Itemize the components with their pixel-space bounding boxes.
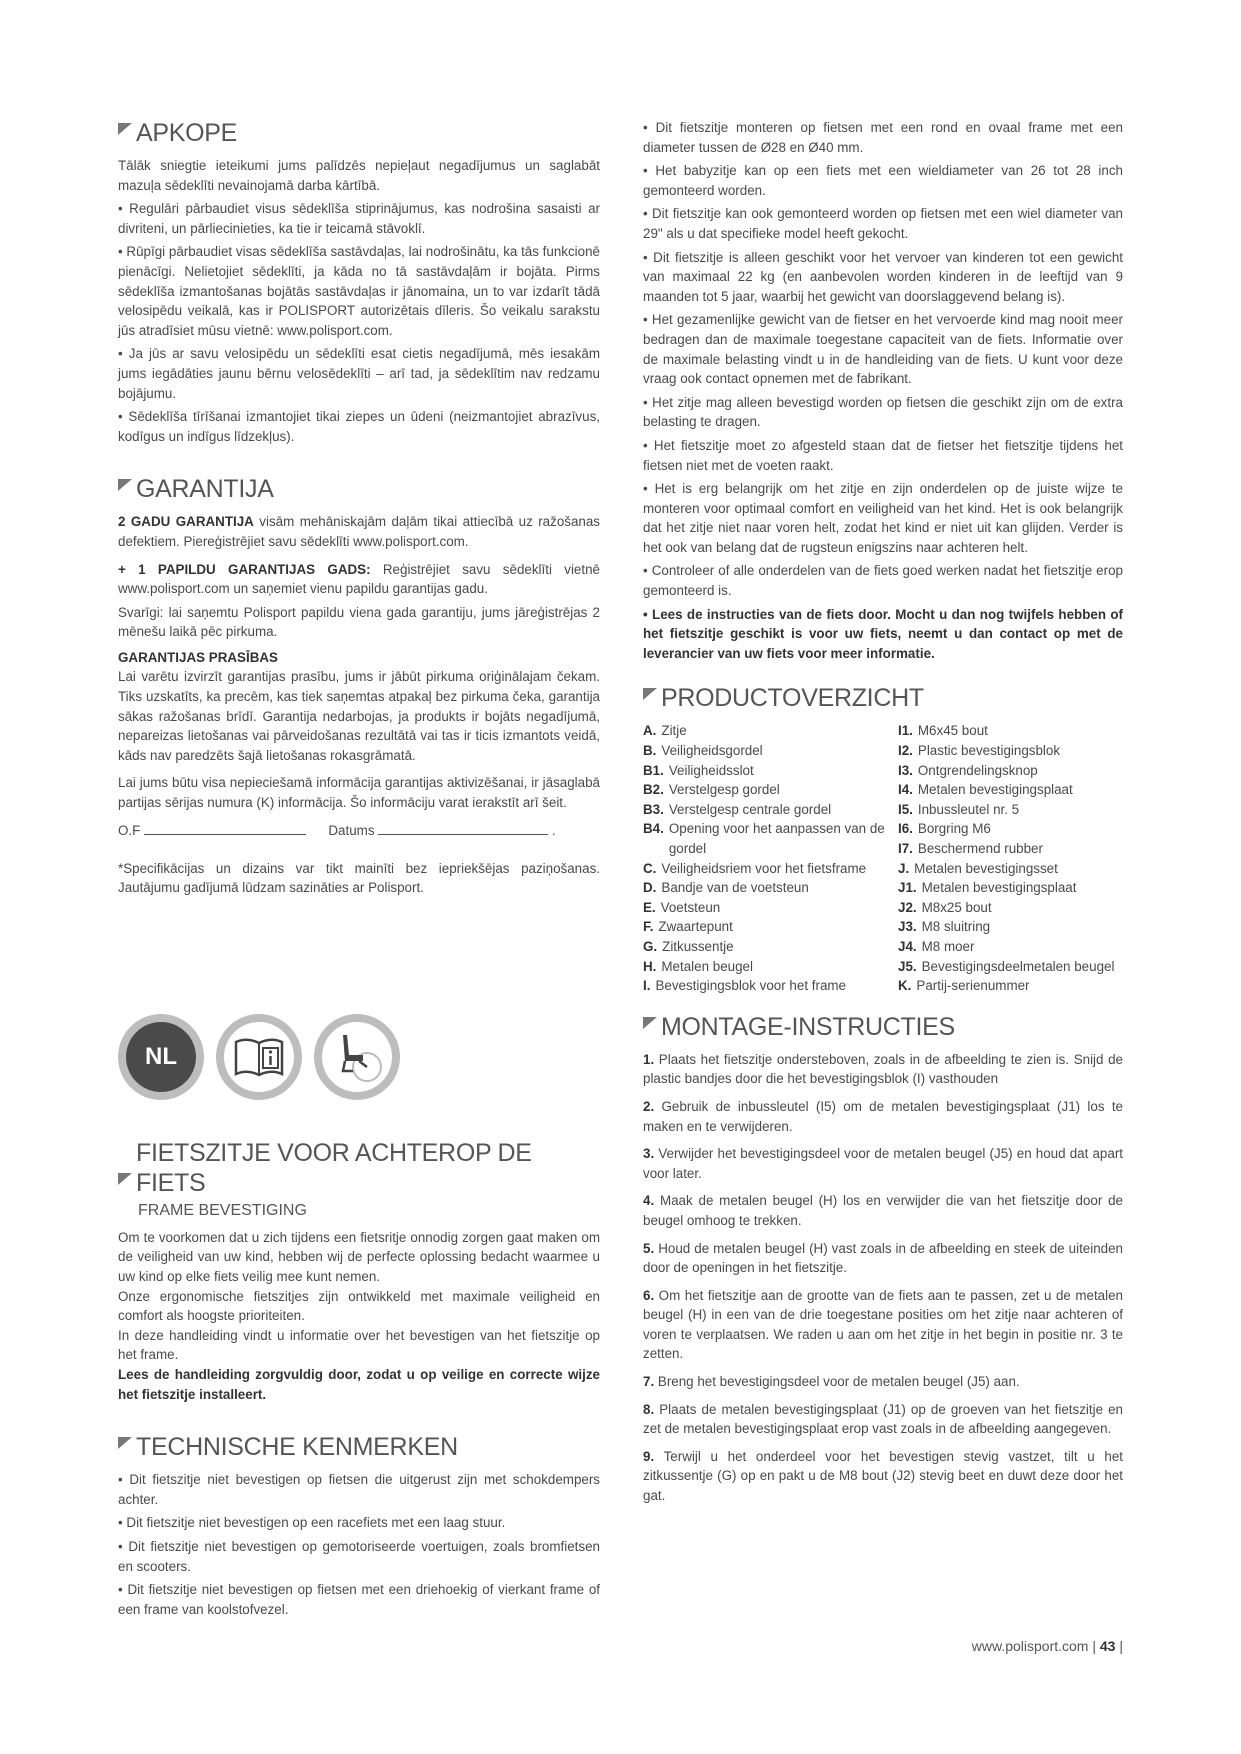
part-item [643,957,898,977]
icon-row [118,1014,600,1100]
apkope-bullet: • Regulāri pārbaudiet visus sēdeklīša stiprinājumus, kas nodrošina sasaisti ar divriteni, un pārliecinieties, ka tie ir teicamā stāvoklī. [118,201,600,236]
part-key: C. [643,860,657,876]
parts-list [643,721,1123,995]
section-heading-technische: TECHNISCHE KENMERKEN [118,1432,600,1462]
part-item [643,761,898,781]
part-label: Metalen beugel [661,958,753,974]
part-key: I6. [898,821,913,837]
part-item [643,800,898,820]
part-item [898,957,1123,977]
part-item [898,859,1123,879]
part-label: Inbussleutel nr. 5 [917,801,1020,817]
page-footer: www.polisport.com | 43 | [971,1638,1123,1654]
part-key: I7. [898,841,913,856]
part-label: Veiligheidsriem voor het fietsframe [661,860,867,876]
part-label: Bevestigingsdeelmetalen beugel [921,958,1115,974]
part-key: G. [643,938,658,954]
part-item [643,898,898,918]
fietszitje-p1: Om te voorkomen dat u zich tijdens een fietsritje onnodig zorgen gaat maken om de veiligheid van uw kind, hebben wij de perfecte oplossing bedacht waarmee u uw kind op elke fiets veilig mee kunt nemen. [118,1229,600,1284]
section-heading-montage: MONTAGE-INSTRUCTIES [643,1012,1123,1042]
heading-flag-icon [118,123,132,135]
apkope-bullet: • Ja jūs ar savu velosipēdu un sēdeklīti esat cietis negadījumā, mēs iesakām jums iegādāties jaunu bērnu velosēdeklīti – arī tad, ja sēdeklītim nav redzamu bojājumu. [118,346,600,401]
technische-bullet: • Dit fietszitje niet bevestigen op gemotoriseerde voertuigen, zoals bromfietsen en scooters. [118,1538,600,1574]
part-item [643,721,898,741]
montage-step: 6. Om het fietszitje aan de grootte van de fiets aan te passen, zet u de metalen beugel (H) in een van de drie toegestane posities om het zitje naar achteren of voren te verplaatsen. We raden u aan om het zitje in het begin in positie nr. 3 te zetten. [643,1287,1123,1362]
heading-flag-icon [118,1437,132,1449]
footer-url[interactable]: www.polisport.com [971,1638,1089,1654]
part-label: M6x45 bout [917,723,988,739]
part-item [898,741,1123,761]
technische-bullet: • Dit fietszitje niet bevestigen op een racefiets met een laag stuur. [118,1515,506,1531]
part-label: Zitje [661,723,687,739]
part-label: M8x25 bout [921,899,992,915]
right-bullet: • Het fietszitje moet zo afgesteld staan dat de fietser het fietszitje tijdens het fietsen niet met de voeten raakt. [643,437,1123,473]
garantija-note: *Specifikācijas un dizains var tikt mainīti bez iepriekšējas paziņošanas. Jautājumu gadījumā lūdzam sazināties ar Polisport. [118,860,600,896]
section-subtitle: FRAME BEVESTIGING [138,1201,307,1219]
heading-flag-icon [118,479,132,491]
part-key: J2. [898,899,917,915]
right-bullet: • Dit fietszitje is alleen geschikt voor het vervoer van kinderen tot een gewicht van maximaal 22 kg (en aanbevolen worden kinderen in de leeftijd van 9 maanden tot 5 jaar, waarbij het gewicht van doorslaggevend belang is). [643,249,1123,304]
part-key: B1. [643,762,664,778]
part-key: J4. [898,938,917,954]
fietszitje-p2: Onze ergonomische fietszitjes zijn ontwikkeld met maximale veiligheid en comfort als hoogste prioriteiten. [118,1288,600,1324]
part-item [898,761,1123,781]
part-label: Plastic bevestigingsblok [917,743,1061,759]
right-bullet: • Controleer of alle onderdelen van de fiets goed werken nadat het fietszitje erop gemonteerd is. [643,563,1123,599]
part-key: E. [643,899,656,915]
part-label: Metalen bevestigingsplaat [921,880,1077,896]
part-item [643,917,898,937]
part-label: M8 sluitring [921,919,991,935]
part-item [898,780,1123,800]
part-label: M8 moer [921,938,975,954]
part-label: Veiligheidsgordel [661,743,763,759]
montage-step: 5. Houd de metalen beugel (H) vast zoals in de afbeelding en steek de uiteinden door de openingen in het fietszitje. [643,1240,1123,1276]
part-item [898,976,1123,996]
part-item [898,937,1123,957]
part-label: Partij-serienummer [916,978,1030,994]
part-key: I3. [898,762,913,778]
part-item [643,741,898,761]
part-item [643,878,898,898]
part-key: I1. [898,723,913,739]
part-key: B4. [643,821,664,837]
apkope-intro: Tālāk sniegtie ieteikumi jums palīdzēs nepieļaut negadījumus un saglabāt mazuļa sēdeklīti nevainojamā darba kārtībā. [118,158,600,193]
part-label: Metalen bevestigingsplaat [917,782,1073,798]
part-key: I. [643,978,651,994]
right-bullet: • Dit fietszitje kan ook gemonteerd worden op fietsen met een wiel diameter van 29" als u dat specifieke model heeft gekocht. [643,206,1123,241]
fietszitje-p4: Lees de handleiding zorgvuldig door, zodat u op veilige en correcte wijze het fietszitje installeert. [118,1366,600,1402]
part-label: Voetsteun [660,899,721,915]
part-item [898,839,1123,859]
right-bullet: • Het babyzitje kan op een fiets met een wieldiameter van 26 tot 28 inch gemonteerd worden. [643,163,1123,198]
part-key: B. [643,743,657,759]
right-column [643,118,1123,1514]
part-key: B3. [643,801,664,817]
montage-step: 7. Breng het bevestigingsdeel voor de metalen beugel (J5) aan. [643,1374,1020,1390]
manual-info-icon [216,1014,302,1100]
language-badge: NL [118,1014,204,1100]
part-label: Verstelgesp centrale gordel [668,801,832,817]
part-key: I5. [898,801,913,817]
montage-step: 8. Plaats de metalen bevestigingsplaat (J1) op de groeven van het fietszitje en zet de metalen bevestigingsplaat erop vast zoals in de afbeelding aangegeven. [643,1401,1123,1437]
technische-bullet: • Dit fietszitje niet bevestigen op fietsen die uitgerust zijn met schokdempers achter. [118,1472,600,1507]
bike-seat-icon [314,1014,400,1100]
left-column [118,118,600,1623]
part-label: Beschermend rubber [917,841,1043,856]
right-bullet: • Het gezamenlijke gewicht van de fietser en het vervoerde kind mag nooit meer bedragen dan de maximale toegestane capaciteit van de fiets. Informatie over de maximale belasting vindt u in de handleiding van de fiets. U kunt voor deze vraag ook contact opnemen met de fabrikant. [643,312,1123,387]
part-label: Bandje van de voetsteun [661,880,809,896]
right-bold-bullet: • Lees de instructies van de fiets door. Mocht u dan nog twijfels hebben of het fietszitje geschikt is voor uw fiets, neemt u dan contact op met de leverancier van uw fiets voor meer informatie. [643,606,1123,661]
part-key: J1. [898,880,917,896]
technische-bullet: • Dit fietszitje niet bevestigen op fietsen met een driehoekig of vierkant frame of een frame van koolstofvezel. [118,1582,600,1617]
garantija-claims-text: Lai varētu izvirzīt garantijas prasību, jums ir jābūt pirkuma oriģinālajam čekam. Tiks uzskatīts, ka precēm, kas tiek saņemtas atpakaļ bez pirkuma čeka, garantija sākas ražošanas brīdī. Garantija nedarbojas, ja produkts ir bojāts negadījumā, nepareizas lietošanas vai pārveidošanas rezultātā vai tas ir ticis izmantots veidā, kāds nav paredzēts šajā lietošanas rokasgrāmatā. [118,669,600,763]
montage-step: 3. Verwijder het bevestigingsdeel voor de metalen beugel (J5) en houd dat apart voor later. [643,1146,1123,1181]
section-heading-garantija: GARANTIJA [118,474,600,504]
montage-step: 4. Maak de metalen beugel (H) los en verwijder die van het fietszitje door de beugel omhoog te trekken. [643,1193,1123,1228]
part-key: K. [898,978,912,994]
part-item [898,917,1123,937]
section-heading-apkope: APKOPE [118,118,600,148]
right-bullet: • Het zitje mag alleen bevestigd worden op fietsen die geschikt zijn om de extra belasting te dragen. [643,394,1123,430]
part-label: Verstelgesp gordel [668,782,780,798]
part-label: Zwaartepunt [658,919,733,935]
apkope-bullet: • Rūpīgi pārbaudiet visas sēdeklīša sastāvdaļas, lai nodrošinātu, ka tās funkcionē pienācīgi. Nelietojiet sēdeklīti, ja kāda no tā sastāvdaļām ir bojāta. Pirms sēdeklīša izmantošanas bojātās sastāvdaļas ir jānomaina, un to var izdarīt tādā velosipēdu veikalā, kas ir POLISPORT autorizētais dīleris. Šo veikalu sarakstu jūs atradīsiet mūsu vietnē: www.polisport.com. [118,244,600,338]
part-key: J3. [898,919,917,935]
part-label: Zitkussentje [662,938,734,954]
part-key: D. [643,880,657,896]
part-label: Ontgrendelingsknop [917,762,1038,778]
part-item [898,898,1123,918]
part-item [643,859,898,879]
part-key: I2. [898,743,913,759]
part-key: A. [643,723,657,739]
montage-step: 9. Terwijl u het onderdeel voor het bevestigen stevig vastzet, tilt u het zitkussentje (G) op en pakt u de M8 bout (J2) stevig beet en duwt deze door het gat. [643,1448,1123,1504]
right-bullet: • Het is erg belangrijk om het zitje en zijn onderdelen op de juiste wijze te monteren voor optimaal comfort en veiligheid van het kind. Het is ook belangrijk dat het zitje niet naar voren helt, zodat het kind er niet uit kan glijden. Verder is het ook van belang dat de rugsteun enigszins naar achteren helt. [643,481,1123,555]
part-item [898,878,1123,898]
heading-flag-icon [643,1017,657,1029]
garantija-p3: Svarīgi: lai saņemtu Polisport papildu viena gada garantiju, jums jāreģistrējas 2 mēnešu laikā pēc pirkuma. [118,604,600,640]
part-key: J5. [898,958,917,974]
section-heading-fietszitje: FIETSZITJE VOOR ACHTEROP DE FIETS [118,1138,600,1198]
montage-step: 1. Plaats het fietszitje ondersteboven, zoals in de afbeelding te zien is. Snijd de plastic bandjes door die het bevestigingsblok (I) vasthouden [643,1051,1123,1087]
part-label: Opening voor het aanpassen van de gordel [668,821,885,856]
garantija-info-text: Lai jums būtu visa nepieciešamā informācija garantijas aktivizēšanai, ir jāsaglabā partijas sērijas numura (K) informācija. Šo informāciju varat ierakstīt arī šeit. [118,775,600,811]
part-item [643,976,898,996]
montage-step: 2. Gebruik de inbussleutel (I5) om de metalen bevestigingsplaat (J1) los te maken en te verwijderen. [643,1098,1123,1134]
part-item [898,819,1123,839]
part-key: B2. [643,782,664,798]
apkope-bullet: • Sēdeklīša tīrīšanai izmantojiet tikai ziepes un ūdeni (neizmantojiet abrazīvus, kodīgus un indīgus līdzekļus). [118,409,600,444]
signature-line: O.F Datums . [118,822,556,838]
part-key: J. [898,860,910,876]
part-key: F. [643,919,654,935]
part-item [898,800,1123,820]
part-item [898,721,1123,741]
part-label: Metalen bevestigingsset [914,860,1058,876]
part-item [643,780,898,800]
part-item [643,937,898,957]
garantija-p1: 2 GADU GARANTIJA visām mehāniskajām daļām tikai attiecībā uz ražošanas defektiem. Piereģistrējiet savu sēdeklīti www.polisport.com. [118,514,601,549]
part-item [643,819,898,858]
heading-flag-icon [643,688,657,700]
part-key: I4. [898,782,913,798]
heading-flag-icon [118,1173,132,1185]
garantija-claims-title: GARANTIJAS PRASĪBAS [118,649,278,665]
montage-steps [643,1050,1123,1506]
fietszitje-p3: In deze handleiding vindt u informatie over het bevestigen van het fietszitje op het frame. [118,1327,600,1363]
right-bullet: • Dit fietszitje monteren op fietsen met een rond en ovaal frame met een diameter tussen de Ø28 en Ø40 mm. [643,120,1123,155]
part-label: Borgring M6 [917,821,991,837]
part-key: H. [643,958,657,974]
part-label: Bevestigingsblok voor het frame [655,978,846,994]
section-heading-productoverzicht: PRODUCTOVERZICHT [643,683,1123,713]
page-number: 43 [1099,1638,1116,1654]
garantija-p2: + 1 PAPILDU GARANTIJAS GADS: Reģistrējiet savu sēdeklīti vietnē www.polisport.com un saņemiet vienu papildu garantijas gadu. [118,561,600,597]
part-label: Veiligheidsslot [668,762,754,778]
